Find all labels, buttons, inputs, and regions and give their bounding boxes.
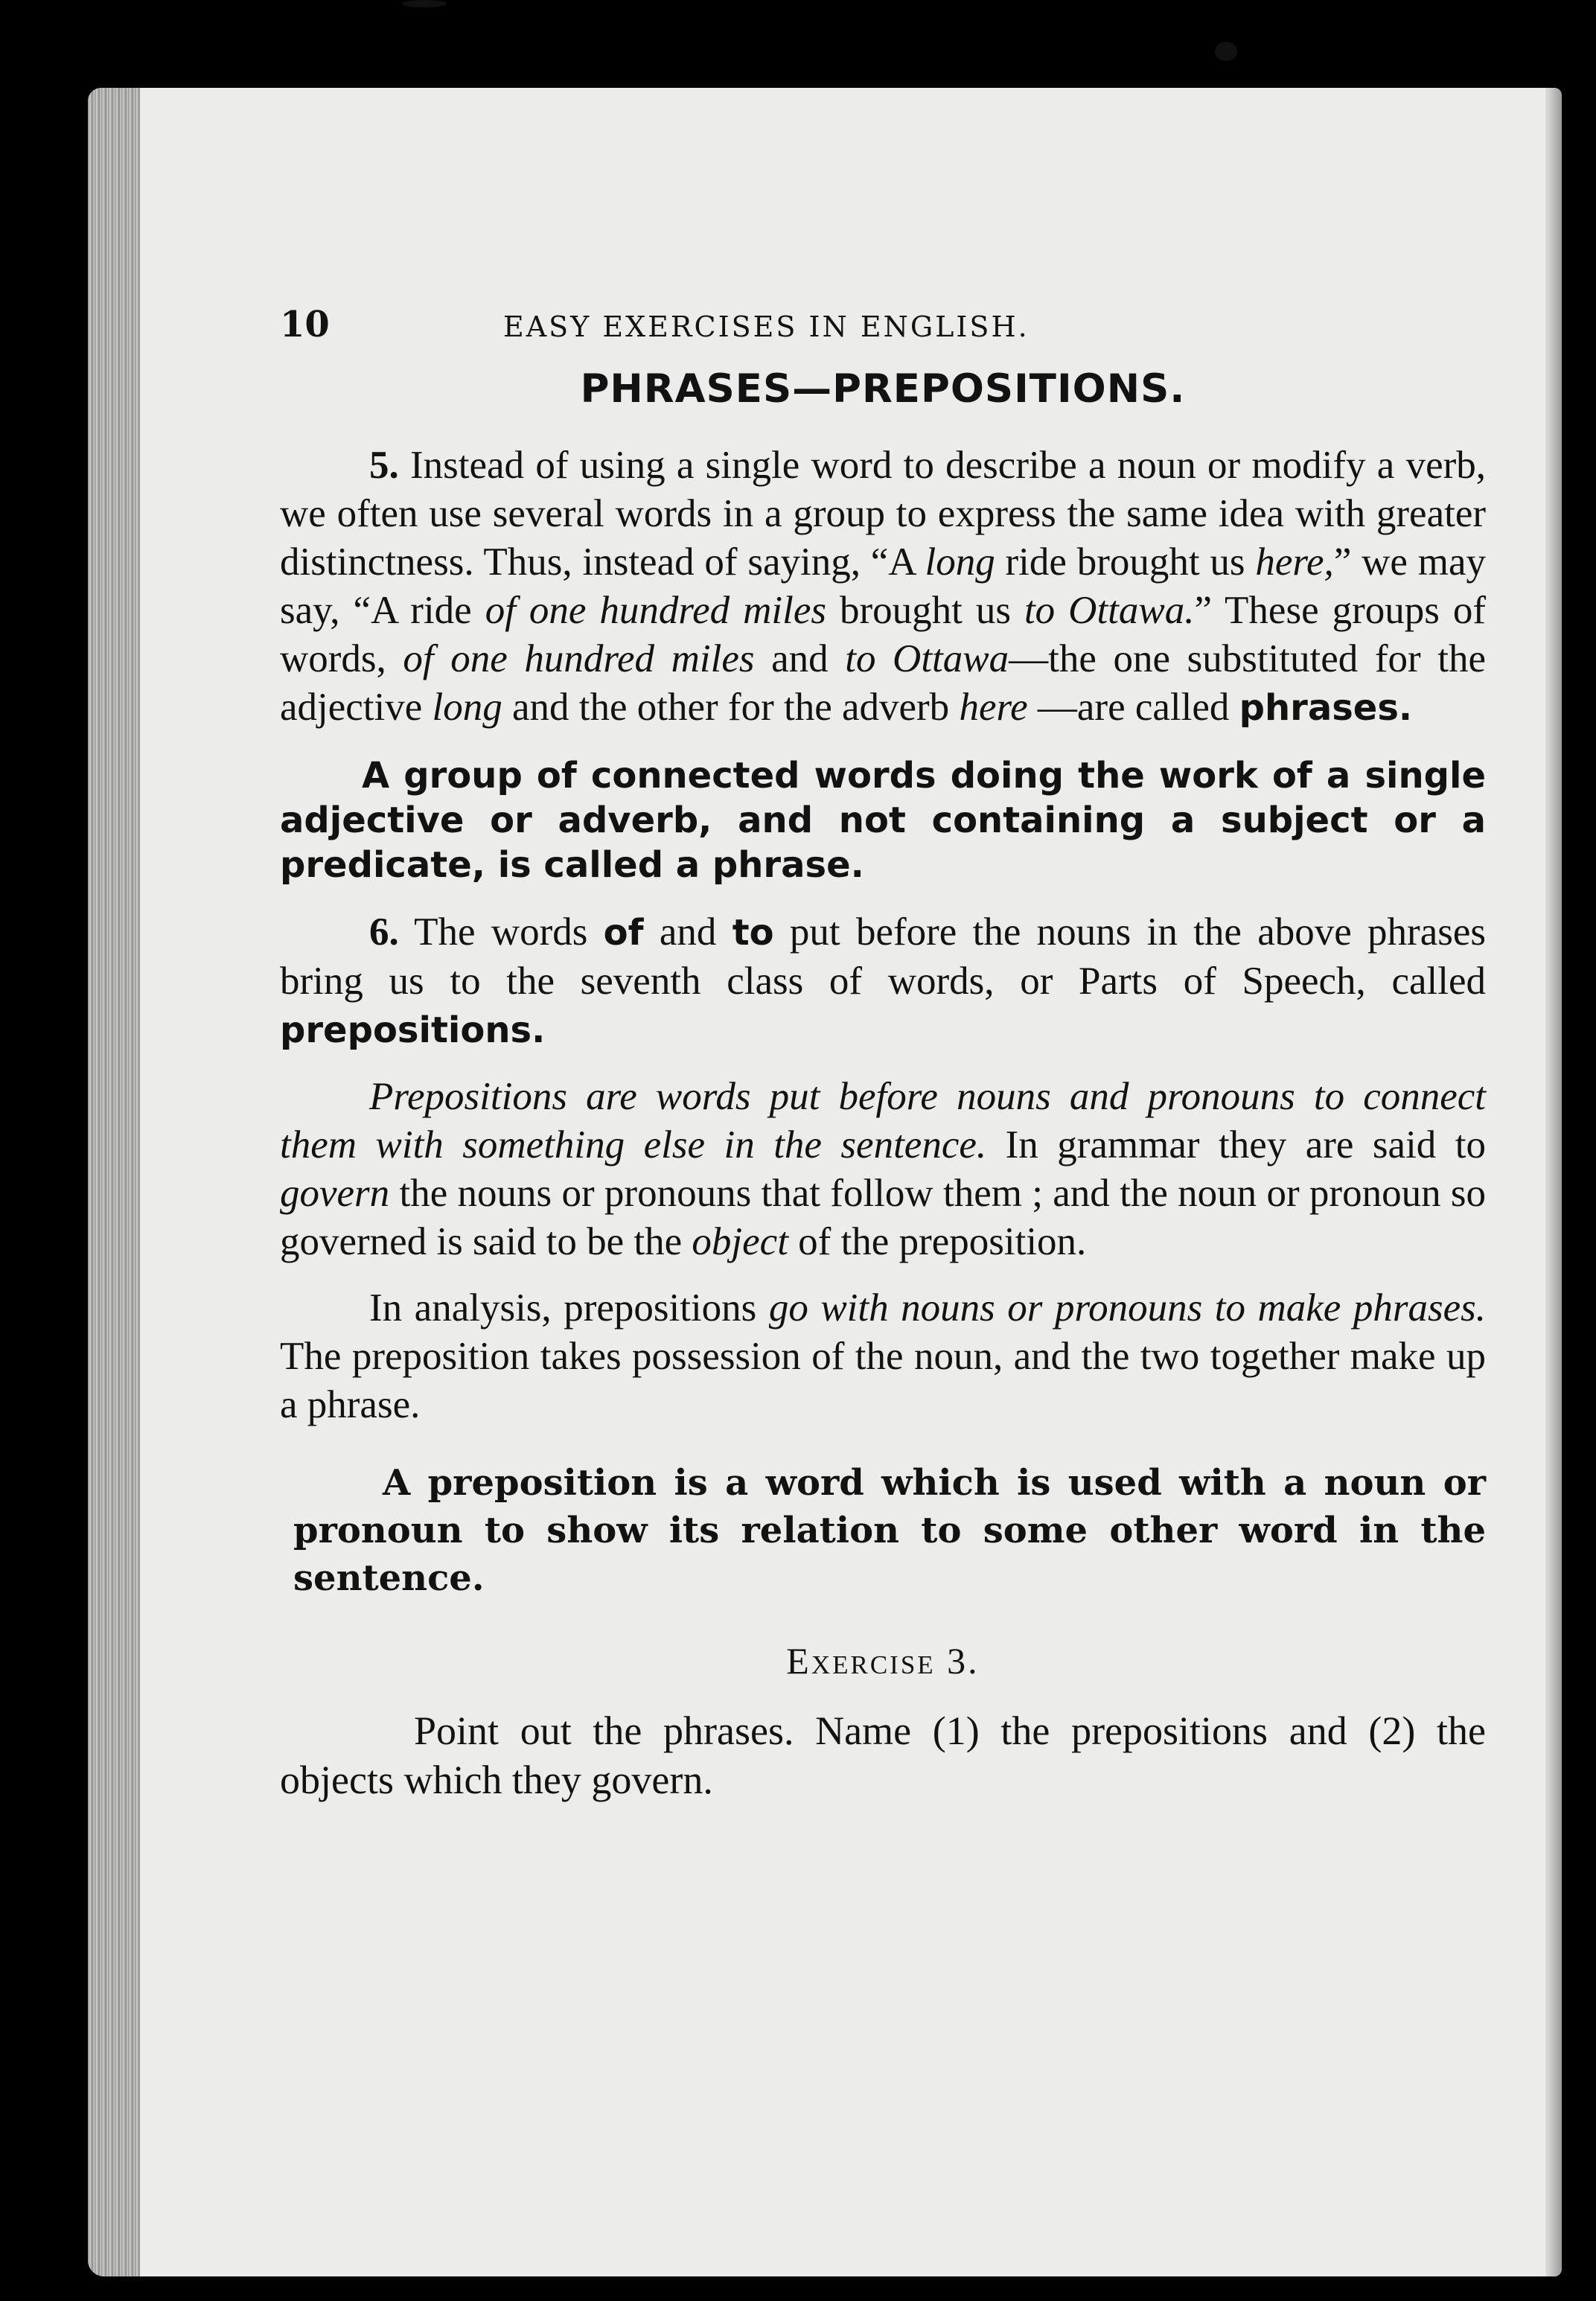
paragraph-text: In analysis, prepositions bbox=[369, 1286, 769, 1330]
book-page bbox=[88, 88, 1562, 2276]
section-heading: PHRASES—PREPOSITIONS. bbox=[580, 366, 1186, 412]
paragraph-italic: here bbox=[959, 686, 1028, 729]
paragraph-italic: govern bbox=[280, 1172, 390, 1215]
paragraph-5 bbox=[280, 441, 1486, 733]
paragraph-italic: long bbox=[925, 540, 995, 584]
paragraph-text: and bbox=[643, 910, 732, 954]
exercise-title: Exercise 3. bbox=[786, 1640, 980, 1682]
paragraph-prepositions bbox=[280, 1073, 1486, 1266]
paragraph-number: 6. bbox=[369, 910, 399, 954]
paragraph-italic: long bbox=[432, 686, 502, 729]
ink-speck bbox=[402, 0, 447, 7]
ink-speck bbox=[1215, 42, 1237, 61]
paragraph-italic: here, bbox=[1255, 540, 1334, 584]
paragraph-text: —the one substituted for the adjective bbox=[280, 637, 1486, 729]
exercise-instructions: Point out the phrases. Name (1) the prepositions and (2) the objects which they govern. bbox=[280, 1708, 1486, 1802]
paragraph-text: and the other for the adverb bbox=[502, 686, 960, 729]
paragraph-bold: to bbox=[732, 912, 774, 954]
paragraph-italic: of one hundred miles bbox=[403, 637, 755, 680]
definition-phrase: A group of connected words doing the work of a single adjective or adverb, and not containing a subject or a predicate, is called a phrase. bbox=[280, 755, 1486, 886]
page-number: 10 bbox=[280, 304, 330, 345]
paragraph-text: —are called bbox=[1027, 686, 1239, 729]
paragraph-italic: go with nouns or pronouns to make phrases. bbox=[768, 1286, 1486, 1330]
book-title: EASY EXERCISES IN ENGLISH. bbox=[503, 310, 1030, 343]
paragraph-text: of the preposition. bbox=[788, 1220, 1087, 1263]
paragraph-bold: phrases. bbox=[1239, 687, 1413, 729]
paragraph-bold: of bbox=[603, 912, 644, 954]
paragraph-text: ” These groups of words, bbox=[280, 589, 1487, 680]
paragraph-italic: Prepositions are words put before nouns and pronouns to connect them with something else in the sentence. bbox=[280, 1075, 1486, 1167]
running-head bbox=[280, 304, 1486, 357]
paragraph-text: In grammar they are said to bbox=[986, 1123, 1486, 1167]
spine-shadow bbox=[1545, 88, 1562, 2276]
paragraph-italic: to Ottawa. bbox=[1024, 589, 1195, 632]
paragraph-text: The words bbox=[398, 910, 604, 954]
paragraph-text: brought us bbox=[826, 589, 1024, 632]
paragraph-italic: object bbox=[692, 1220, 788, 1263]
page-edge bbox=[88, 88, 140, 2276]
paragraph-text: ride brought us bbox=[995, 540, 1256, 584]
paragraph-analysis bbox=[280, 1284, 1486, 1429]
paragraph-number: 5. bbox=[369, 444, 399, 487]
paragraph-text: put before the nouns in the above phrases bring us to the seventh class of words, or Parts of Speech, called bbox=[280, 910, 1486, 1003]
paragraph-bold: prepositions. bbox=[280, 1009, 546, 1051]
paragraph-italic: to Ottawa bbox=[845, 637, 1009, 680]
paragraph-text: The preposition takes possession of the noun, and the two together make up a phrase. bbox=[280, 1335, 1486, 1426]
paragraph-italic: of one hundred miles bbox=[485, 589, 826, 632]
paragraph-text: Instead of using a single word to describe a noun or modify a verb, we often use several words in a group to express the same idea with greater distinctness. Thus, instead of saying, “A bbox=[280, 444, 1486, 584]
paragraph-6 bbox=[280, 908, 1486, 1055]
page-text bbox=[280, 304, 1486, 1804]
paragraph-text: ” we may say, “A ride bbox=[280, 540, 1486, 632]
definition-preposition: A preposition is a word which is used with a noun or pronoun to show its relation to some other word in the sentence. bbox=[293, 1462, 1486, 1599]
paragraph-text: and bbox=[754, 637, 846, 680]
paragraph-text: the nouns or pronouns that follow them ; and the noun or pronoun so governed is said to be the bbox=[280, 1172, 1486, 1263]
